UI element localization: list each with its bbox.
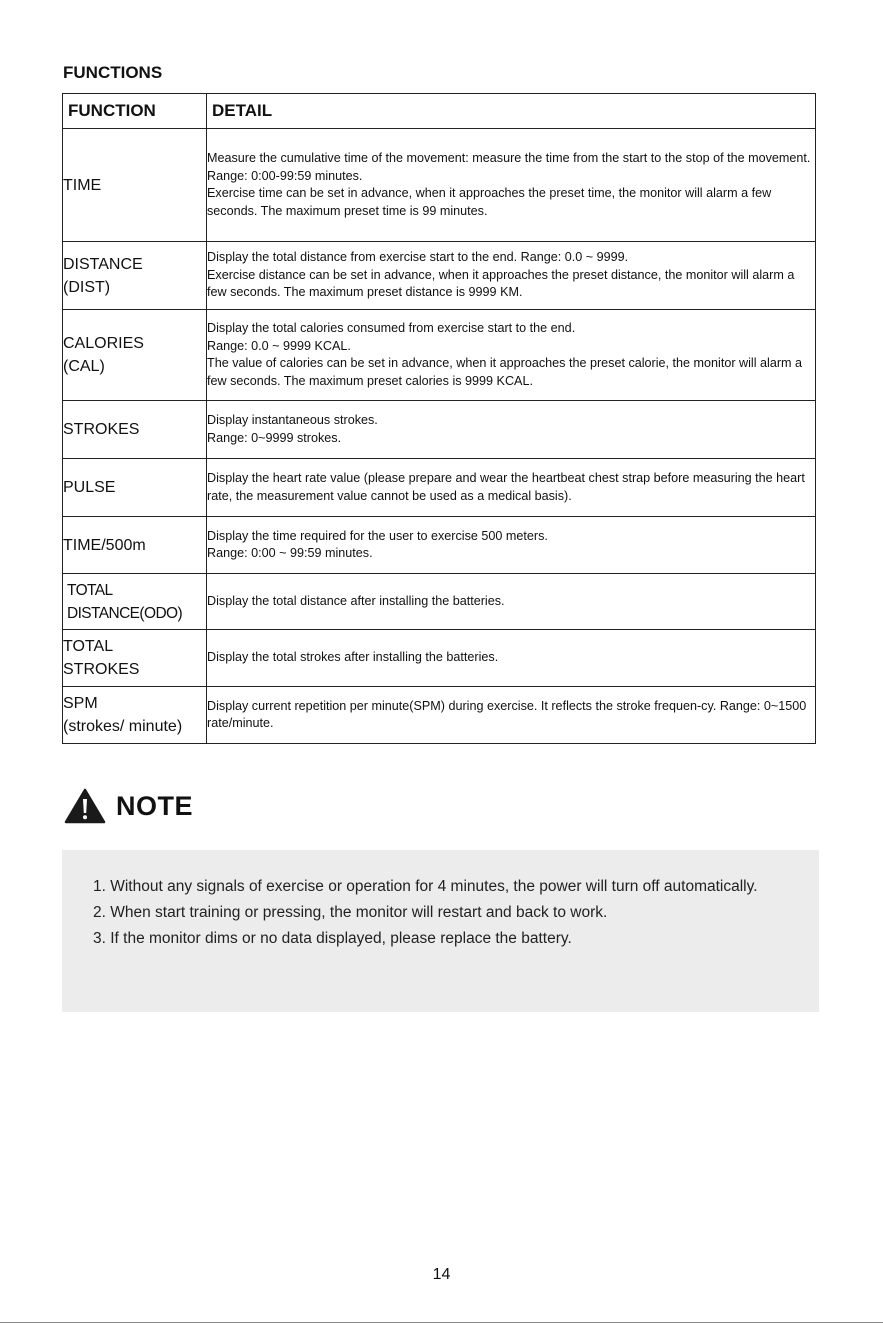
- note-item: 3. If the monitor dims or no data displayed, please replace the battery.: [93, 930, 572, 947]
- note-item: 2. When start training or pressing, the monitor will restart and back to work.: [93, 904, 608, 921]
- detail-text: Display the heart rate value (please prepare and wear the heartbeat chest strap before measuring the heart rate, the measurement value cannot be used as a medical basis).: [207, 471, 805, 503]
- table-row: [63, 517, 816, 574]
- function-name: DISTANCE(ODO): [67, 604, 183, 622]
- function-cell: [63, 687, 207, 744]
- table-body: [63, 129, 816, 744]
- note-list: [62, 850, 819, 952]
- function-cell: [63, 129, 207, 242]
- detail-text: Exercise distance can be set in advance, when it approaches the preset distance, the monitor will alarm a few seconds. The maximum preset distance is 9999 KM.: [207, 267, 795, 300]
- function-cell: [63, 242, 207, 310]
- detail-text: Display current repetition per minute(SPM) during exercise. It reflects the stroke frequen-cy. Range: 0~1500 rate/minute.: [207, 698, 807, 730]
- function-name: (DIST): [63, 278, 111, 296]
- detail-text: Display the total calories consumed from exercise start to the end.: [207, 321, 576, 335]
- detail-cell: [207, 630, 816, 687]
- table-row: [63, 129, 816, 242]
- detail-cell: [207, 459, 816, 517]
- table-row: [63, 574, 816, 630]
- table-row: [63, 630, 816, 687]
- function-name: CALORIES: [63, 335, 144, 352]
- note-box: [62, 850, 819, 1012]
- section-title: FUNCTIONS: [63, 63, 163, 82]
- detail-text: Display the total distance after installing the batteries.: [207, 593, 505, 608]
- function-name: SPM: [63, 695, 98, 712]
- function-name: PULSE: [63, 479, 116, 496]
- function-cell: [63, 517, 207, 574]
- functions-table: [62, 93, 816, 744]
- table-row: [63, 242, 816, 310]
- function-name: STROKES: [63, 421, 140, 438]
- detail-cell: [207, 574, 816, 630]
- note-title: NOTE: [116, 790, 194, 821]
- note-item: 1. Without any signals of exercise or operation for 4 minutes, the power will turn off automatically.: [93, 878, 758, 895]
- function-name: TIME: [63, 176, 102, 194]
- function-name: DISTANCE: [63, 255, 143, 273]
- detail-text: Range: 0.0 ~ 9999 KCAL.: [207, 338, 351, 353]
- detail-cell: [207, 310, 816, 401]
- detail-text: Display instantaneous strokes.: [207, 413, 378, 427]
- detail-cell: [207, 129, 816, 242]
- warning-icon: [64, 788, 106, 824]
- detail-text: Range: 0:00 ~ 99:59 minutes.: [207, 546, 373, 560]
- detail-text: Range: 0~9999 strokes.: [207, 430, 342, 445]
- table-header-row: [63, 94, 816, 129]
- detail-cell: [207, 242, 816, 310]
- function-name: TIME/500m: [63, 536, 146, 554]
- function-name: (CAL): [63, 358, 105, 375]
- table-row: [63, 687, 816, 744]
- note-header: [64, 788, 193, 824]
- detail-text: Display the time required for the user to exercise 500 meters.: [207, 528, 548, 543]
- function-cell: [63, 574, 207, 630]
- detail-text: Range: 0:00-99:59 minutes.: [207, 168, 363, 183]
- detail-text: Measure the cumulative time of the movement: measure the time from the start to the stop of the movement.: [207, 151, 811, 165]
- function-cell: [63, 310, 207, 401]
- table-row: [63, 401, 816, 459]
- table-row: [63, 459, 816, 517]
- function-name: TOTAL: [63, 638, 114, 655]
- function-cell: [63, 401, 207, 459]
- function-name: STROKES: [63, 661, 140, 678]
- detail-text: Display the total distance from exercise start to the end. Range: 0.0 ~ 9999.: [207, 250, 629, 265]
- detail-text: Display the total strokes after installing the batteries.: [207, 650, 499, 665]
- detail-text: The value of calories can be set in advance, when it approaches the preset calorie, the monitor will alarm a few seconds. The maximum preset calories is 9999 KCAL.: [207, 356, 803, 388]
- column-header-function: FUNCTION: [63, 94, 207, 129]
- function-cell: [63, 630, 207, 687]
- detail-cell: [207, 687, 816, 744]
- page-number: 14: [432, 1266, 451, 1283]
- function-name: TOTAL: [67, 581, 113, 599]
- function-name: (strokes/ minute): [63, 718, 183, 735]
- detail-cell: [207, 401, 816, 459]
- detail-text: Exercise time can be set in advance, when it approaches the preset time, the monitor will alarm a few seconds. The maximum preset time is 99 minutes.: [207, 186, 772, 218]
- bottom-rule: [0, 1322, 883, 1323]
- column-header-detail: DETAIL: [207, 94, 816, 129]
- detail-cell: [207, 517, 816, 574]
- table-row: [63, 310, 816, 401]
- function-cell: [63, 459, 207, 517]
